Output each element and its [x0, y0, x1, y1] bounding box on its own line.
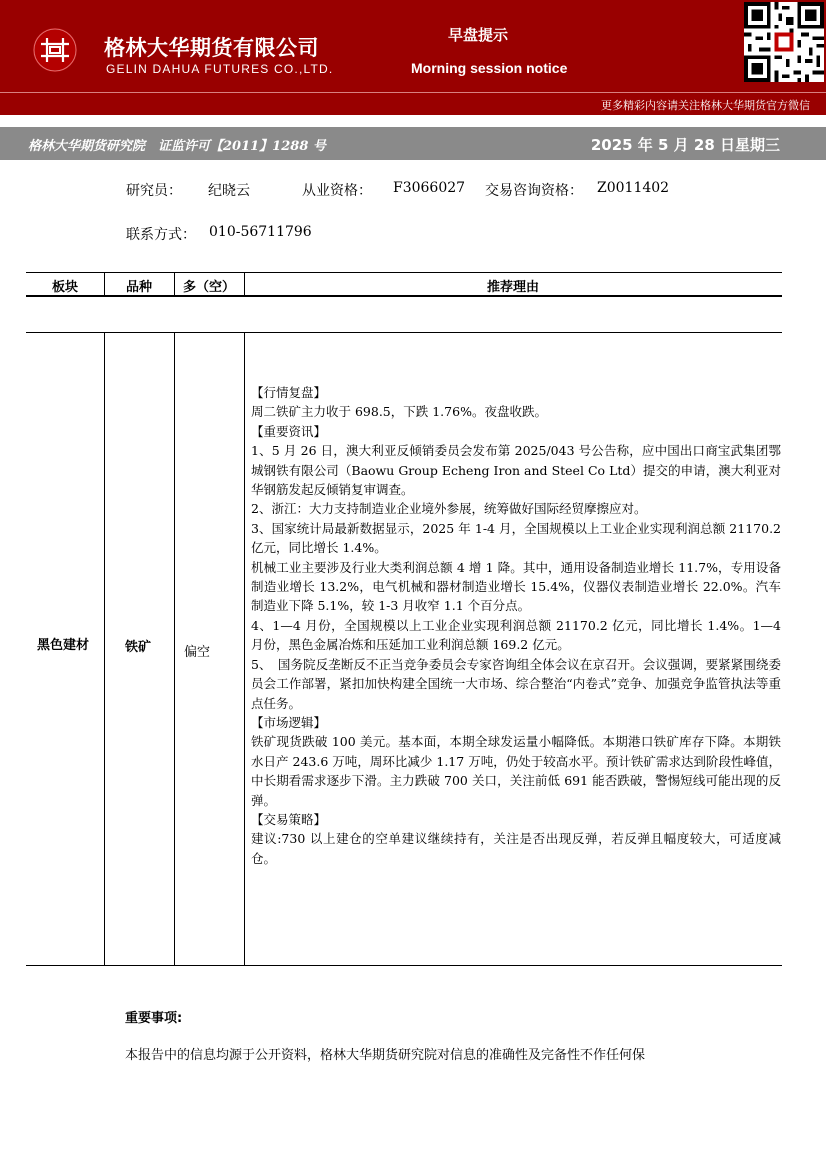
info-bar: [0, 127, 826, 160]
researcher-name: 纪晓云: [208, 183, 250, 199]
report-title-cn: 早盘提示: [448, 26, 509, 44]
researcher-label: 研究员：: [126, 183, 182, 199]
sector-cell: 黑色建材: [37, 638, 90, 653]
report-header: [0, 0, 826, 115]
header-reason: 推荐理由: [486, 280, 539, 295]
table-bottom-border: [26, 965, 782, 966]
qualification-label: 从业资格：: [302, 183, 372, 199]
paragraph: 3、国家统计局最新数据显示，2025 年 1-4 月，全国规模以上工业企业实现利润总额 21170.2 亿元，同比增长 1.4%。: [251, 520, 781, 556]
section-heading: 【重要资讯】: [251, 423, 327, 439]
company-logo-icon: [33, 28, 77, 72]
section-heading: 【行情复盘】: [251, 385, 327, 400]
header-sector: 板块: [51, 280, 78, 295]
col-divider: [244, 332, 245, 966]
important-notes-title: 重要事项:: [125, 1011, 183, 1026]
direction-cell: 偏空: [184, 645, 211, 660]
header-direction: 多（空）: [182, 280, 235, 295]
paragraph: 2、浙江：大力支持制造业企业境外参展，统筹做好国际经贸摩擦应对。: [251, 501, 647, 517]
table-header-border: [26, 295, 782, 297]
disclaimer-text: 本报告中的信息均源于公开资料，格林大华期货研究院对信息的准确性及完备性不作任何保: [125, 1048, 646, 1063]
contact-label: 联系方式：: [126, 227, 196, 243]
header-follow-note: 更多精彩内容请关注格林大华期货官方微信: [601, 99, 810, 112]
table-top-border: [26, 272, 782, 273]
paragraph: 铁矿现货跌破 100 美元。基本面，本期全球发运量小幅降低。本期港口铁矿库存下降。本期铁水日产 243.6 万吨，周环比减少 1.17 万吨，仍处于较高水平。预计铁矿需求达到阶段性峰值，中长期看需求逐步下滑。主力跌破 700 关口，关注前低 691 能否跌破，警惕短线可能出现的反弹。: [251, 734, 781, 808]
company-name-en: GELIN DAHUA FUTURES CO.,LTD.: [106, 62, 334, 76]
paragraph: 4、1—4 月份，全国规模以上工业企业实现利润总额 21170.2 亿元，同比增长 1.4%。1—4 月份，黑色金属冶炼和压延加工业利润总额 169.2 亿元。: [251, 617, 781, 653]
contact-phone: 010-56711796: [209, 224, 312, 240]
paragraph: 5、 国务院反垄断反不正当竞争委员会专家咨询组全体会议在京召开。会议强调，要紧紧围绕委员会工作部署，紧扣加快构建全国统一大市场、综合整治“内卷式”竞争、加强竞争监管执法等重点任务。: [251, 656, 781, 711]
section-heading: 【市场逻辑】: [251, 714, 327, 730]
section-heading: 【交易策略】: [251, 811, 327, 827]
wechat-qr-code-icon: [744, 2, 824, 82]
qualification-id: F3066027: [393, 180, 466, 196]
recommendation-reason: [251, 383, 781, 868]
report-date: 2025 年 5 月 28 日星期三: [590, 136, 780, 154]
company-name-cn: 格林大华期货有限公司: [104, 36, 319, 60]
consult-qualification-label: 交易咨询资格：: [485, 183, 583, 199]
report-title-en: Morning session notice: [411, 60, 568, 76]
header-product: 品种: [125, 280, 152, 295]
product-cell: 铁矿: [125, 640, 152, 655]
table-row-top-border: [26, 332, 782, 333]
paragraph: 机械工业主要涉及行业大类利润总额 4 增 1 降。其中，通用设备制造业增长 11.7%，专用设备制造业增长 13.2%，电气机械和器材制造业增长 15.4%，仪器仪表制造业增长 22.0%。汽车制造业下降 5.1%，较 1-3 月收窄 1.1 个百分点。: [251, 559, 781, 614]
institute-license: 格林大华期货研究院 证监许可【2011】1288 号: [28, 139, 326, 154]
col-divider: [174, 332, 175, 966]
paragraph: 1、5 月 26 日，澳大利亚反倾销委员会发布第 2025/043 号公告称，应中国出口商宝武集团鄂城钢铁有限公司（Baowu Group Echeng Iron and Steel Co Ltd）提交的申请，澳大利亚对华钢筋发起反倾销复审调查。: [251, 443, 781, 498]
header-divider: [0, 92, 826, 93]
col-divider: [104, 332, 105, 966]
paragraph: 周二铁矿主力收于 698.5，下跌 1.76%。夜盘收跌。: [251, 404, 547, 420]
consult-qualification-id: Z0011402: [597, 180, 670, 196]
paragraph: 建议:730 以上建仓的空单建议继续持有，关注是否出现反弹，若反弹且幅度较大，可适度减仓。: [251, 831, 781, 866]
